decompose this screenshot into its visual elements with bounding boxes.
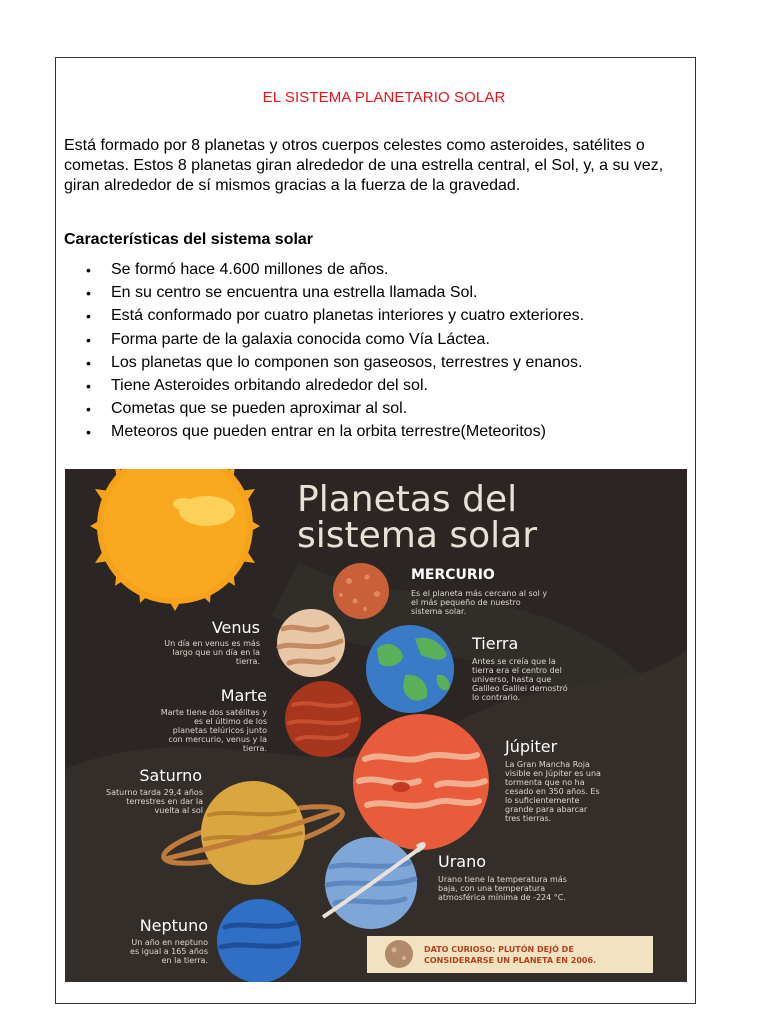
neptune-text-line: en la tierra. — [161, 956, 208, 965]
list-item: • Cometas que se pueden aproximar al sol. — [64, 398, 584, 421]
list-item: • Forma parte de la galaxia conocida como Vía Láctea. — [64, 329, 584, 352]
earth-text-line: tierra era el centro del — [472, 666, 562, 675]
uranus-text-line: baja, con una temperatura — [438, 884, 546, 893]
mercury-text-line: Es el planeta más cercano al sol y — [411, 589, 548, 598]
infographic-title-line2: sistema solar — [297, 515, 537, 556]
mercury-text-line: sistema solar. — [411, 607, 467, 616]
venus-text-line: largo que un día en la — [172, 648, 260, 657]
venus-name: Venus — [211, 618, 260, 637]
jupiter-text-line: lo suficientemente — [505, 796, 580, 805]
uranus-text-line: atmosférica mínima de -224 °C. — [438, 893, 566, 902]
mercury-planet — [333, 563, 389, 619]
saturn-name: Saturno — [139, 766, 202, 785]
neptune-planet — [217, 899, 301, 982]
mars-text-line: planetas telúricos junto — [172, 726, 267, 735]
earth-planet — [366, 625, 454, 713]
saturn-text-line: terrestres en dar la — [126, 797, 203, 806]
fun-fact-line: CONSIDERARSE UN PLANETA EN 2006. — [424, 956, 597, 965]
list-item: • En su centro se encuentra una estrella llamada Sol. — [64, 282, 584, 305]
neptune-name: Neptuno — [139, 916, 208, 935]
infographic-title-line1: Planetas del — [297, 479, 518, 520]
characteristics-list — [64, 259, 584, 445]
pluto-icon — [385, 940, 413, 968]
list-item: • Está conformado por cuatro planetas interiores y cuatro exteriores. — [64, 305, 584, 328]
uranus-text-line: Urano tiene la temperatura más — [438, 875, 567, 884]
earth-text-line: lo contrario. — [472, 693, 521, 702]
neptune-text-line: Un año en neptuno — [131, 938, 208, 947]
mars-text-line: con mercurio, venus y la — [168, 735, 267, 744]
uranus-name: Urano — [438, 852, 487, 871]
list-item: • Meteoros que pueden entrar en la orbita terrestre(Meteoritos) — [64, 421, 584, 444]
earth-name: Tierra — [472, 634, 519, 653]
venus-text-line: Un día en venus es más — [164, 639, 260, 648]
earth-text-line: Galileo Galilei demostró — [472, 684, 568, 693]
mars-text-line: Marte tiene dos satélites y — [160, 708, 267, 717]
earth-text-line: universo, hasta que — [472, 675, 552, 684]
mars-name: Marte — [220, 686, 267, 705]
list-item: • Se formó hace 4.600 millones de años. — [64, 259, 584, 282]
neptune-text-line: es igual a 165 años — [130, 947, 208, 956]
jupiter-text-line: La Gran Mancha Roja — [505, 760, 590, 769]
jupiter-text-line: cesado en 350 años. Es — [505, 787, 600, 796]
mars-text-line: tierra. — [242, 744, 267, 753]
saturn-text-line: vuelta al sol — [154, 806, 203, 815]
fun-fact-line: DATO CURIOSO: PLUTÓN DEJÓ DE — [424, 945, 574, 954]
earth-text-line: Antes se creía que la — [472, 657, 556, 666]
jupiter-text-line: grande para abarcar — [505, 805, 588, 814]
mars-planet — [285, 681, 361, 757]
list-item: • Tiene Asteroides orbitando alrededor del sol. — [64, 375, 584, 398]
saturn-text-line: Saturno tarda 29,4 años — [106, 788, 203, 797]
jupiter-name: Júpiter — [505, 737, 558, 756]
jupiter-text-line: tres tierras. — [505, 814, 552, 823]
great-red-spot — [392, 782, 410, 792]
jupiter-text-line: visible en Júpiter es una — [505, 769, 601, 778]
mercury-text-line: el más pequeño de nuestro — [411, 598, 521, 607]
sun-illustration — [90, 469, 260, 611]
fun-fact-box — [367, 936, 653, 973]
jupiter-text-line: tormenta que no ha — [505, 778, 585, 787]
solar-system-infographic — [65, 469, 687, 982]
mercury-name: MERCURIO — [411, 567, 495, 583]
mars-text-line: es el último de los — [193, 717, 267, 726]
venus-text-line: tierra. — [235, 657, 260, 666]
document-title: EL SISTEMA PLANETARIO SOLAR — [262, 89, 506, 106]
intro-paragraph: Está formado por 8 planetas y otros cuerpos celestes como asteroides, satélites o cometas. Estos 8 planetas giran alrededor de una estrella central, el Sol, y, a su vez, giran alrededor de sí mismos gracias a la fuerza de la gravedad. — [64, 137, 664, 194]
list-item: • Los planetas que lo componen son gaseosos, terrestres y enanos. — [64, 352, 584, 375]
section-heading: Características del sistema solar — [64, 231, 314, 248]
